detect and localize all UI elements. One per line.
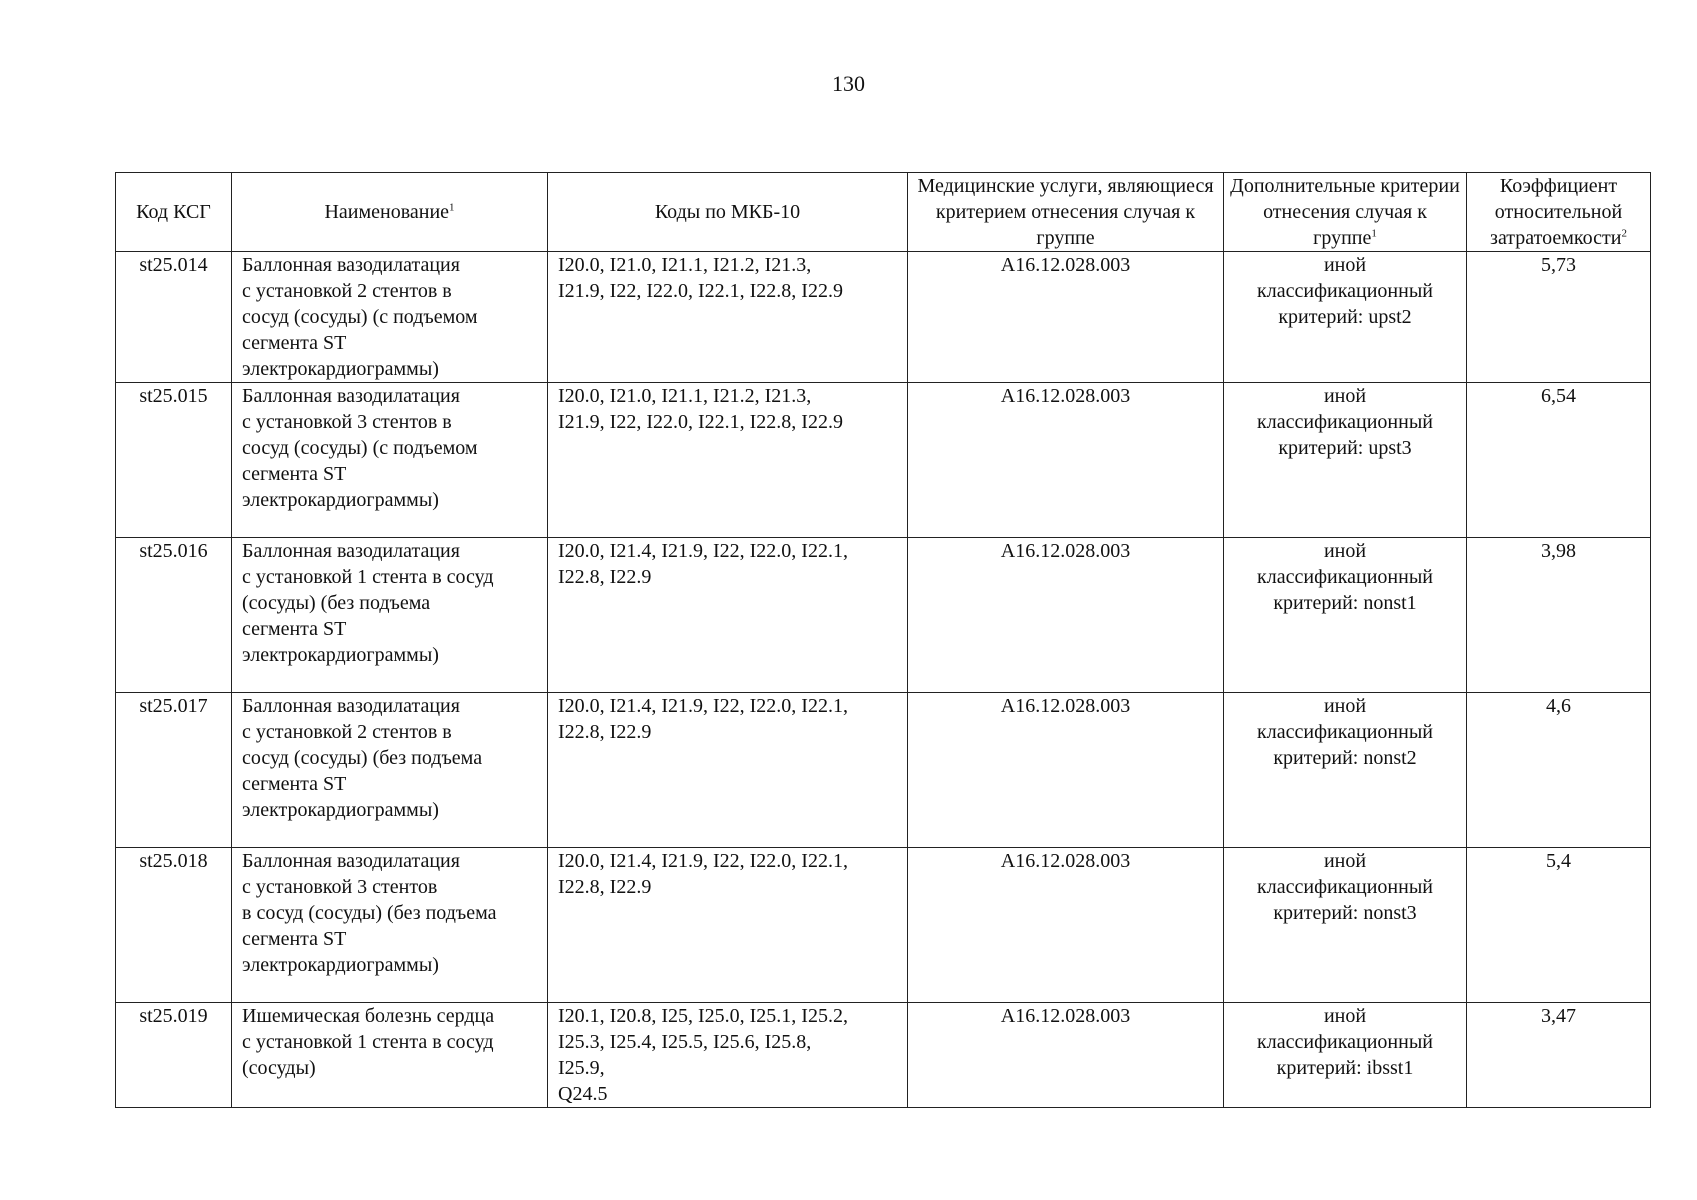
cell-mkb-codes: I20.0, I21.4, I21.9, I22, I22.0, I22.1, I22.8, I22.9 xyxy=(548,538,908,693)
header-coef xyxy=(1467,173,1651,252)
cell-coefficient: 5,4 xyxy=(1467,848,1651,1003)
cell-service: A16.12.028.003 xyxy=(908,693,1224,848)
footnote-mark: 1 xyxy=(1371,227,1377,240)
header-services-label: Медицинские услуги, являющиеся критерием отнесения случая к группе xyxy=(917,175,1214,249)
cell-name: Баллонная вазодилатация с установкой 3 стентов в сосуд (сосуды) (с подъемом сегмента ST электрокардиограммы) xyxy=(232,383,548,538)
cell-mkb-codes: I20.0, I21.0, I21.1, I21.2, I21.3, I21.9, I22, I22.0, I22.1, I22.8, I22.9 xyxy=(548,383,908,538)
cell-criteria: иной классификационный критерий: nonst3 xyxy=(1224,848,1467,1003)
table-row xyxy=(116,538,1651,693)
ksg-table xyxy=(115,172,1651,1108)
cell-coefficient: 3,98 xyxy=(1467,538,1651,693)
cell-name: Баллонная вазодилатация с установкой 1 стента в сосуд (сосуды) (без подъема сегмента ST электрокардиограммы) xyxy=(232,538,548,693)
header-mkb xyxy=(548,173,908,252)
table-header-row xyxy=(116,173,1651,252)
cell-criteria: иной классификационный критерий: upst3 xyxy=(1224,383,1467,538)
header-coef-label: Коэффициент относительной затратоемкости xyxy=(1490,175,1623,249)
cell-code: st25.014 xyxy=(116,252,232,383)
cell-criteria: иной классификационный критерий: upst2 xyxy=(1224,252,1467,383)
cell-service: A16.12.028.003 xyxy=(908,538,1224,693)
cell-criteria: иной классификационный критерий: nonst2 xyxy=(1224,693,1467,848)
table-row xyxy=(116,252,1651,383)
header-code-label: Код КСГ xyxy=(136,201,211,223)
table-row xyxy=(116,693,1651,848)
cell-code: st25.019 xyxy=(116,1003,232,1108)
cell-mkb-codes: I20.1, I20.8, I25, I25.0, I25.1, I25.2, I25.3, I25.4, I25.5, I25.6, I25.8, I25.9, Q24.5 xyxy=(548,1003,908,1108)
cell-code: st25.018 xyxy=(116,848,232,1003)
header-code xyxy=(116,173,232,252)
footnote-mark: 2 xyxy=(1621,227,1627,240)
cell-service: A16.12.028.003 xyxy=(908,252,1224,383)
cell-name: Баллонная вазодилатация с установкой 2 стентов в сосуд (сосуды) (с подъемом сегмента ST электрокардиограммы) xyxy=(232,252,548,383)
cell-mkb-codes: I20.0, I21.4, I21.9, I22, I22.0, I22.1, I22.8, I22.9 xyxy=(548,848,908,1003)
footnote-mark: 1 xyxy=(449,201,455,214)
header-name-label: Наименование xyxy=(324,201,450,223)
cell-name: Баллонная вазодилатация с установкой 2 стентов в сосуд (сосуды) (без подъема сегмента ST электрокардиограммы) xyxy=(232,693,548,848)
header-criteria-label: Дополнительные критерии отнесения случая к группе xyxy=(1230,175,1460,249)
header-mkb-label: Коды по МКБ-10 xyxy=(654,201,801,223)
cell-coefficient: 4,6 xyxy=(1467,693,1651,848)
header-services xyxy=(908,173,1224,252)
cell-coefficient: 3,47 xyxy=(1467,1003,1651,1108)
header-criteria xyxy=(1224,173,1467,252)
cell-mkb-codes: I20.0, I21.4, I21.9, I22, I22.0, I22.1, I22.8, I22.9 xyxy=(548,693,908,848)
cell-name: Баллонная вазодилатация с установкой 3 стентов в сосуд (сосуды) (без подъема сегмента ST электрокардиограммы) xyxy=(232,848,548,1003)
table-row xyxy=(116,1003,1651,1108)
table-row xyxy=(116,848,1651,1003)
cell-service: A16.12.028.003 xyxy=(908,848,1224,1003)
cell-code: st25.015 xyxy=(116,383,232,538)
cell-criteria: иной классификационный критерий: nonst1 xyxy=(1224,538,1467,693)
cell-coefficient: 6,54 xyxy=(1467,383,1651,538)
page-number: 130 xyxy=(832,71,865,96)
header-name xyxy=(232,173,548,252)
cell-name: Ишемическая болезнь сердца с установкой 1 стента в сосуд (сосуды) xyxy=(232,1003,548,1108)
table-row xyxy=(116,383,1651,538)
cell-service: A16.12.028.003 xyxy=(908,1003,1224,1108)
cell-service: A16.12.028.003 xyxy=(908,383,1224,538)
cell-code: st25.017 xyxy=(116,693,232,848)
cell-mkb-codes: I20.0, I21.0, I21.1, I21.2, I21.3, I21.9, I22, I22.0, I22.1, I22.8, I22.9 xyxy=(548,252,908,383)
cell-coefficient: 5,73 xyxy=(1467,252,1651,383)
cell-criteria: иной классификационный критерий: ibsst1 xyxy=(1224,1003,1467,1108)
cell-code: st25.016 xyxy=(116,538,232,693)
